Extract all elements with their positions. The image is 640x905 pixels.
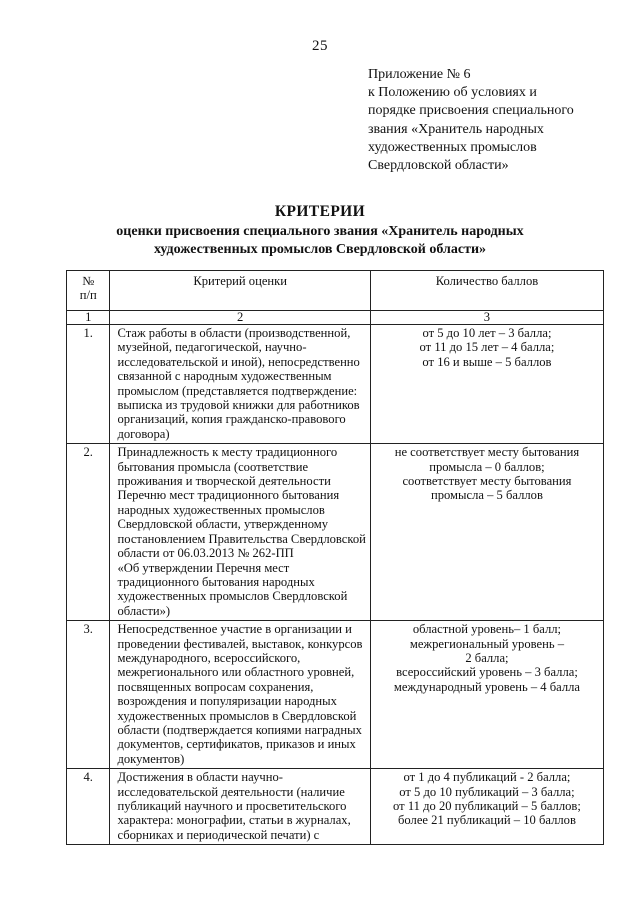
points-line: от 16 и выше – 5 баллов — [422, 354, 552, 369]
criterion-line: сборниках и периодической печати) с — [117, 827, 320, 842]
appendix-line: к Положению об условиях и — [368, 85, 537, 101]
header-number — [67, 271, 110, 311]
row-number: 2. — [67, 444, 110, 621]
table-row — [67, 444, 604, 621]
page-number: 25 — [312, 38, 328, 54]
points-line: промысла – 5 баллов — [430, 488, 543, 503]
row-number: 3. — [67, 621, 110, 769]
points-line: от 5 до 10 лет – 3 балла; — [422, 326, 552, 340]
points-line: международный уровень – 4 балла — [393, 679, 581, 694]
criterion-line: проведении фестивалей, выставок, конкурсов — [117, 636, 363, 651]
points-line: 2 балла; — [465, 650, 509, 665]
criterion-line: художественных промыслов в Свердловской — [117, 708, 357, 723]
header-number-line: № — [82, 274, 95, 288]
criterion-line: организаций, копия гражданско-правового — [117, 412, 346, 427]
criterion-line: Стаж работы в области (производственной, — [117, 326, 351, 340]
criterion-line: проживания и творческой деятельности — [117, 474, 331, 489]
criterion-line: «Об утверждении Перечня мест — [117, 560, 290, 575]
criterion-cell — [110, 621, 370, 769]
criterion-cell — [110, 769, 370, 845]
appendix-line: порядке присвоения специального — [368, 103, 574, 119]
subtitle-line: художественных промыслов Свердловской области» — [153, 242, 487, 257]
criterion-line: документов, сертификатов, приказов и иных — [117, 737, 356, 752]
header-criterion: Критерий оценки — [110, 271, 370, 311]
criterion-line: Свердловской области, утвержденному — [117, 517, 329, 532]
criterion-line: договора) — [117, 426, 170, 441]
appendix-line: Приложение № 6 — [368, 67, 471, 82]
criterion-line: Достижения в области научно- — [117, 770, 283, 785]
criterion-line: возрождения и популяризации народных — [117, 694, 337, 709]
criterion-line: документов) — [117, 751, 185, 766]
criterion-line: исследовательской и иной), непосредственно — [117, 354, 360, 369]
criterion-cell — [110, 325, 370, 444]
criterion-line: области (подтверждается копиями наградных — [117, 722, 362, 737]
criterion-line: области») — [117, 603, 171, 618]
index-cell: 1 — [67, 311, 110, 325]
table-row — [67, 325, 604, 444]
row-number: 1. — [67, 325, 110, 444]
points-line: не соответствует месту бытования — [394, 445, 580, 460]
points-line: от 11 до 20 публикаций – 5 баллов; — [393, 799, 581, 813]
points-cell — [370, 444, 603, 621]
criterion-line: художественных промыслов Свердловской — [117, 589, 348, 604]
criterion-line: традиционного бытования народных — [117, 574, 315, 589]
criterion-line: постановлением Правительства Свердловской — [117, 531, 366, 546]
header-points: Количество баллов — [370, 271, 603, 311]
points-line: межрегиональный уровень – — [409, 636, 565, 651]
appendix-line: звания «Хранитель народных — [368, 121, 544, 137]
subtitle-line: оценки присвоения специального звания «Хранитель народных — [116, 224, 524, 239]
appendix-line: Свердловской области» — [368, 158, 509, 174]
criterion-line: посвященных вопросам сохранения, — [117, 679, 314, 694]
criterion-line: публикаций научного и просветительского — [117, 799, 347, 813]
appendix-note — [368, 66, 633, 175]
document-title: КРИТЕРИИ — [274, 203, 366, 220]
points-line: от 5 до 10 публикаций – 3 балла; — [399, 784, 575, 799]
table-index-row — [67, 311, 604, 325]
points-line: промысла – 0 баллов; — [429, 459, 545, 474]
points-line: более 21 публикаций – 10 баллов — [398, 813, 576, 828]
points-line: всероссийский уровень – 3 балла; — [396, 665, 578, 680]
row-number: 4. — [67, 769, 110, 845]
table-row — [67, 621, 604, 769]
header-number-line: п/п — [79, 288, 97, 303]
points-line: соответствует месту бытования — [402, 474, 572, 489]
table-body — [67, 325, 604, 845]
criterion-line: международного, всероссийского, — [117, 650, 301, 665]
points-line: от 11 до 15 лет – 4 балла; — [419, 340, 555, 355]
criterion-line: выписка из трудовой книжки для работников — [117, 398, 360, 413]
table-row — [67, 769, 604, 845]
criterion-line: Перечню мест традиционного бытования — [117, 488, 340, 503]
index-cell: 3 — [370, 311, 603, 325]
criterion-line: Непосредственное участие в организации и — [117, 622, 352, 637]
criterion-line: промыслом (представляется подтверждение: — [117, 383, 358, 398]
criteria-table — [66, 270, 604, 845]
criterion-line: народных художественных промыслов — [117, 502, 325, 517]
criterion-line: Принадлежность к месту традиционного — [117, 445, 338, 460]
criterion-line: области от 06.03.2013 № 262-ПП — [117, 546, 294, 561]
index-cell: 2 — [110, 311, 370, 325]
document-subtitle — [0, 223, 640, 259]
points-line: от 1 до 4 публикаций - 2 балла; — [403, 770, 571, 785]
criterion-line: исследовательской деятельности (наличие — [117, 784, 345, 799]
appendix-line: художественных промыслов — [368, 139, 537, 155]
points-cell — [370, 621, 603, 769]
table-header-row — [67, 271, 604, 311]
points-line: областной уровень– 1 балл; — [412, 622, 562, 637]
criterion-line: музейной, педагогической, научно- — [117, 340, 307, 355]
points-cell — [370, 325, 603, 444]
criterion-line: связанной с народным художественным — [117, 369, 332, 384]
points-cell — [370, 769, 603, 845]
criterion-cell — [110, 444, 370, 621]
criterion-line: характера: монографии, статьи в журналах, — [117, 813, 351, 828]
criterion-line: бытования промысла (соответствие — [117, 459, 309, 474]
criterion-line: межрегионального или областного уровней, — [117, 665, 355, 680]
